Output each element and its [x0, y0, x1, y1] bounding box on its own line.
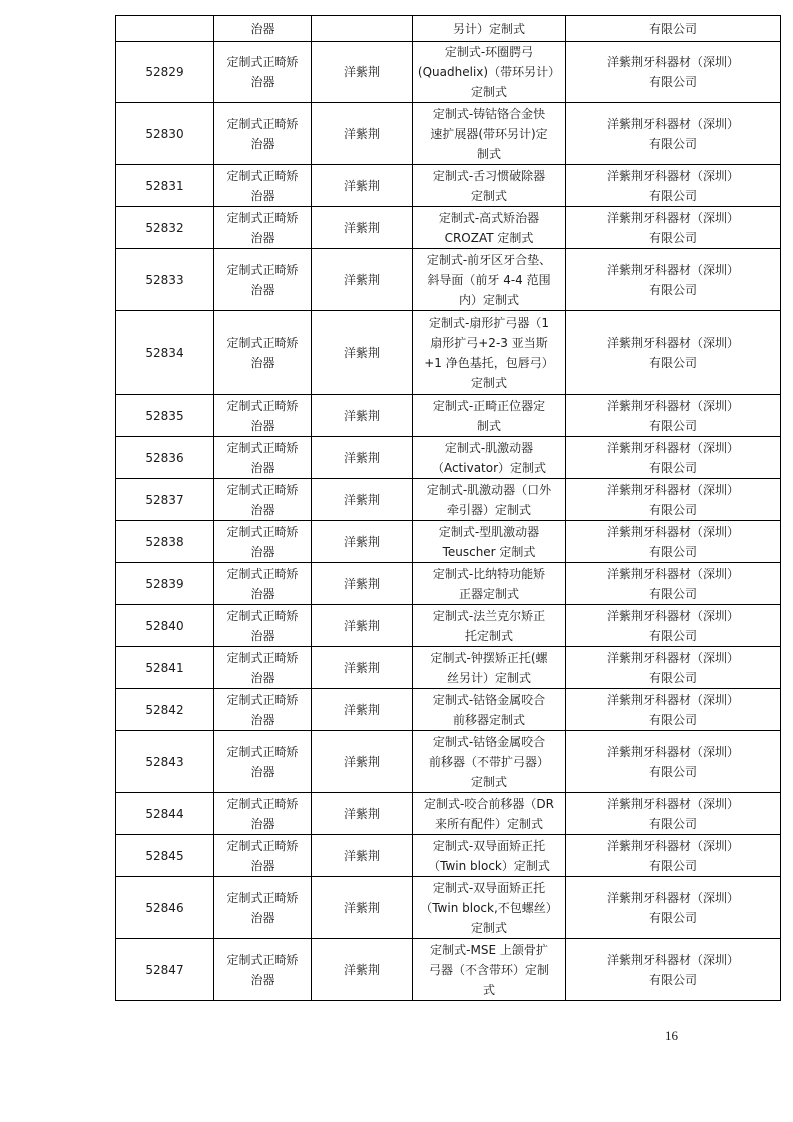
cell-product: 定制式-舌习惯破除器 定制式 [413, 165, 566, 207]
cell-category: 定制式正畸矫 治器 [214, 793, 312, 835]
cell-product: 定制式-肌激动器（口外 牵引器）定制式 [413, 479, 566, 521]
cell-company: 洋紫荆牙科器材（深圳） 有限公司 [566, 731, 781, 793]
cell-brand: 洋紫荆 [312, 437, 413, 479]
cell-brand [312, 16, 413, 42]
cell-brand: 洋紫荆 [312, 731, 413, 793]
cell-brand: 洋紫荆 [312, 647, 413, 689]
cell-id: 52835 [116, 395, 214, 437]
cell-category: 定制式正畸矫 治器 [214, 103, 312, 165]
cell-category: 定制式正畸矫 治器 [214, 207, 312, 249]
cell-product: 定制式-环圈腭弓 (Quadhelix)（带环另计） 定制式 [413, 42, 566, 103]
cell-company: 洋紫荆牙科器材（深圳） 有限公司 [566, 395, 781, 437]
cell-category: 定制式正畸矫 治器 [214, 311, 312, 395]
cell-category: 定制式正畸矫 治器 [214, 249, 312, 311]
cell-category: 定制式正畸矫 治器 [214, 42, 312, 103]
table-row [116, 731, 781, 793]
cell-id: 52839 [116, 563, 214, 605]
registry-table-body [116, 16, 781, 1001]
cell-company: 洋紫荆牙科器材（深圳） 有限公司 [566, 835, 781, 877]
cell-id: 52843 [116, 731, 214, 793]
cell-company: 洋紫荆牙科器材（深圳） 有限公司 [566, 939, 781, 1001]
cell-product: 定制式-钟摆矫正托(螺 丝另计）定制式 [413, 647, 566, 689]
cell-id: 52836 [116, 437, 214, 479]
cell-company: 洋紫荆牙科器材（深圳） 有限公司 [566, 165, 781, 207]
cell-company: 洋紫荆牙科器材（深圳） 有限公司 [566, 103, 781, 165]
cell-category: 定制式正畸矫 治器 [214, 395, 312, 437]
cell-category: 定制式正畸矫 治器 [214, 877, 312, 939]
cell-product: 定制式-双导面矫正托 （Twin block）定制式 [413, 835, 566, 877]
table-row [116, 605, 781, 647]
cell-company: 洋紫荆牙科器材（深圳） 有限公司 [566, 793, 781, 835]
cell-id: 52840 [116, 605, 214, 647]
table-row [116, 793, 781, 835]
cell-id: 52841 [116, 647, 214, 689]
table-row [116, 395, 781, 437]
cell-category: 治器 [214, 16, 312, 42]
table-row [116, 42, 781, 103]
cell-company: 洋紫荆牙科器材（深圳） 有限公司 [566, 437, 781, 479]
cell-brand: 洋紫荆 [312, 165, 413, 207]
cell-brand: 洋紫荆 [312, 395, 413, 437]
cell-category: 定制式正畸矫 治器 [214, 605, 312, 647]
table-row [116, 437, 781, 479]
cell-category: 定制式正畸矫 治器 [214, 437, 312, 479]
cell-product: 定制式-前牙区牙合垫、 斜导面（前牙 4-4 范围 内）定制式 [413, 249, 566, 311]
cell-company: 洋紫荆牙科器材（深圳） 有限公司 [566, 249, 781, 311]
table-row [116, 647, 781, 689]
cell-product: 定制式-钴铬金属咬合 前移器（不带扩弓器） 定制式 [413, 731, 566, 793]
cell-company: 洋紫荆牙科器材（深圳） 有限公司 [566, 311, 781, 395]
cell-brand: 洋紫荆 [312, 605, 413, 647]
cell-company: 洋紫荆牙科器材（深圳） 有限公司 [566, 689, 781, 731]
cell-id: 52845 [116, 835, 214, 877]
cell-product: 定制式-型肌激动器 Teuscher 定制式 [413, 521, 566, 563]
cell-id: 52847 [116, 939, 214, 1001]
table-row [116, 689, 781, 731]
cell-category: 定制式正畸矫 治器 [214, 563, 312, 605]
cell-product: 定制式-比纳特功能矫 正器定制式 [413, 563, 566, 605]
cell-id: 52838 [116, 521, 214, 563]
cell-company: 有限公司 [566, 16, 781, 42]
table-row [116, 165, 781, 207]
table-row [116, 103, 781, 165]
cell-product: 另计）定制式 [413, 16, 566, 42]
cell-product: 定制式-咬合前移器（DR 来所有配件）定制式 [413, 793, 566, 835]
cell-product: 定制式-扇形扩弓器（1 扇形扩弓+2-3 亚当斯 +1 净色基托，包唇弓） 定制式 [413, 311, 566, 395]
cell-id: 52844 [116, 793, 214, 835]
table-row [116, 479, 781, 521]
cell-id: 52837 [116, 479, 214, 521]
cell-id: 52831 [116, 165, 214, 207]
table-row-continued [116, 16, 781, 42]
cell-product: 定制式-高式矫治器 CROZAT 定制式 [413, 207, 566, 249]
cell-brand: 洋紫荆 [312, 835, 413, 877]
cell-company: 洋紫荆牙科器材（深圳） 有限公司 [566, 605, 781, 647]
cell-brand: 洋紫荆 [312, 103, 413, 165]
cell-company: 洋紫荆牙科器材（深圳） 有限公司 [566, 877, 781, 939]
table-row [116, 207, 781, 249]
cell-category: 定制式正畸矫 治器 [214, 647, 312, 689]
cell-brand: 洋紫荆 [312, 877, 413, 939]
table-row [116, 249, 781, 311]
cell-company: 洋紫荆牙科器材（深圳） 有限公司 [566, 563, 781, 605]
cell-category: 定制式正畸矫 治器 [214, 165, 312, 207]
cell-brand: 洋紫荆 [312, 939, 413, 1001]
cell-product: 定制式-法兰克尔矫正 托定制式 [413, 605, 566, 647]
cell-id: 52829 [116, 42, 214, 103]
cell-brand: 洋紫荆 [312, 521, 413, 563]
table-row [116, 835, 781, 877]
cell-category: 定制式正畸矫 治器 [214, 835, 312, 877]
cell-brand: 洋紫荆 [312, 311, 413, 395]
cell-id: 52842 [116, 689, 214, 731]
cell-product: 定制式-双导面矫正托 （Twin block,不包螺丝） 定制式 [413, 877, 566, 939]
cell-company: 洋紫荆牙科器材（深圳） 有限公司 [566, 42, 781, 103]
cell-brand: 洋紫荆 [312, 42, 413, 103]
table-row [116, 877, 781, 939]
cell-brand: 洋紫荆 [312, 249, 413, 311]
cell-brand: 洋紫荆 [312, 563, 413, 605]
table-row [116, 311, 781, 395]
cell-product: 定制式-MSE 上颌骨扩 弓器（不含带环）定制 式 [413, 939, 566, 1001]
cell-product: 定制式-正畸正位器定 制式 [413, 395, 566, 437]
cell-id [116, 16, 214, 42]
cell-product: 定制式-铸钴铬合金快 速扩展器(带环另计)定 制式 [413, 103, 566, 165]
cell-category: 定制式正畸矫 治器 [214, 689, 312, 731]
cell-product: 定制式-钴铬金属咬合 前移器定制式 [413, 689, 566, 731]
cell-id: 52832 [116, 207, 214, 249]
cell-category: 定制式正畸矫 治器 [214, 521, 312, 563]
cell-id: 52846 [116, 877, 214, 939]
cell-category: 定制式正畸矫 治器 [214, 731, 312, 793]
cell-company: 洋紫荆牙科器材（深圳） 有限公司 [566, 521, 781, 563]
page-number: 16 [665, 1028, 678, 1043]
table-row [116, 521, 781, 563]
cell-id: 52834 [116, 311, 214, 395]
cell-category: 定制式正畸矫 治器 [214, 479, 312, 521]
table-row [116, 939, 781, 1001]
cell-brand: 洋紫荆 [312, 479, 413, 521]
cell-brand: 洋紫荆 [312, 207, 413, 249]
cell-id: 52833 [116, 249, 214, 311]
cell-id: 52830 [116, 103, 214, 165]
cell-brand: 洋紫荆 [312, 793, 413, 835]
cell-category: 定制式正畸矫 治器 [214, 939, 312, 1001]
cell-company: 洋紫荆牙科器材（深圳） 有限公司 [566, 647, 781, 689]
cell-product: 定制式-肌激动器 （Activator）定制式 [413, 437, 566, 479]
cell-brand: 洋紫荆 [312, 689, 413, 731]
cell-company: 洋紫荆牙科器材（深圳） 有限公司 [566, 479, 781, 521]
table-row [116, 563, 781, 605]
cell-company: 洋紫荆牙科器材（深圳） 有限公司 [566, 207, 781, 249]
registry-table [115, 15, 781, 1001]
